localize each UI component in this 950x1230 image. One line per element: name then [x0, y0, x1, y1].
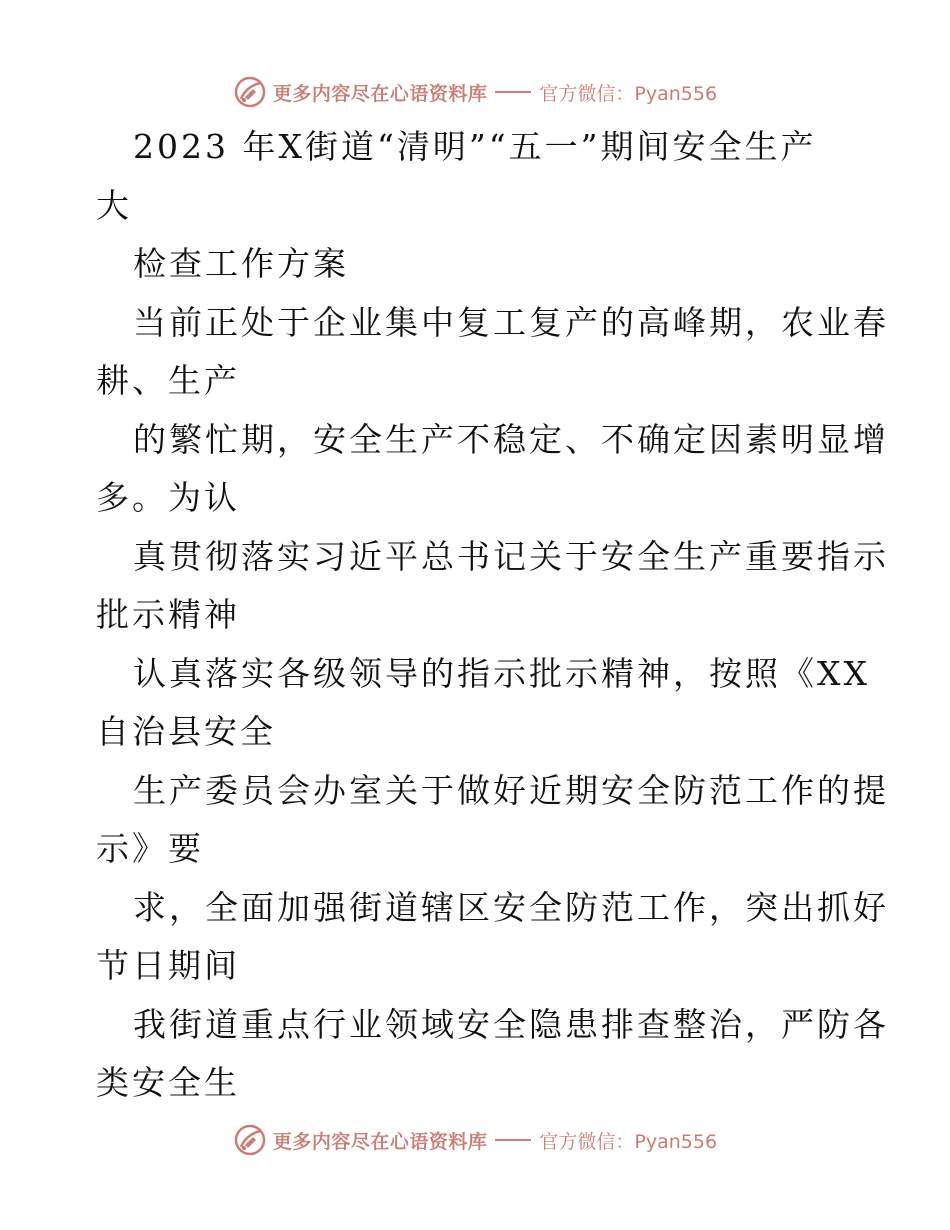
watermark-dash — [495, 1139, 531, 1141]
paragraph-line: 生产委员会办室关于做好近期安全防范工作的提 — [133, 770, 889, 810]
paragraph-line: 认真落实各级领导的指示批示精神，按照《XX — [133, 653, 870, 693]
paragraph-line: 耕、生产 — [96, 361, 240, 400]
header-watermark-banner — [0, 72, 950, 112]
document-body — [96, 118, 889, 1113]
watermark-official-text: 官方微信：Pyan556 — [539, 1130, 718, 1153]
pen-swirl-logo-icon — [233, 1123, 267, 1157]
pen-swirl-logo-icon — [233, 75, 267, 109]
watermark-promo-text: 更多内容尽在心语资料库 — [272, 82, 488, 105]
paragraph-line: 当前正处于企业集中复工复产的高峰期，农业春 — [133, 302, 889, 342]
title-line-2: 大 — [96, 185, 132, 225]
watermark-promo-text: 更多内容尽在心语资料库 — [272, 1130, 488, 1153]
watermark-dash — [495, 91, 531, 93]
paragraph-line: 真贯彻落实习近平总书记关于安全生产重要指示 — [133, 536, 889, 576]
paragraph-line: 批示精神 — [96, 595, 240, 634]
paragraph-line: 自治县安全 — [96, 712, 276, 751]
paragraph-line: 类安全生 — [96, 1063, 240, 1102]
paragraph-line: 示》要 — [96, 829, 204, 868]
paragraph-line: 我街道重点行业领域安全隐患排查整治，严防各 — [133, 1004, 889, 1044]
watermark-official-text: 官方微信：Pyan556 — [539, 82, 718, 105]
title-line-1: 2023 年X街道“清明”“五一”期间安全生产 — [133, 127, 817, 166]
paragraph-line: 多。为认 — [96, 478, 240, 517]
title-line-3: 检查工作方案 — [133, 244, 349, 283]
paragraph-line: 求，全面加强街道辖区安全防范工作，突出抓好 — [133, 887, 889, 927]
footer-watermark-banner — [0, 1120, 950, 1160]
paragraph-line: 节日期间 — [96, 946, 240, 985]
paragraph-line: 的繁忙期，安全生产不稳定、不确定因素明显增 — [133, 419, 889, 459]
